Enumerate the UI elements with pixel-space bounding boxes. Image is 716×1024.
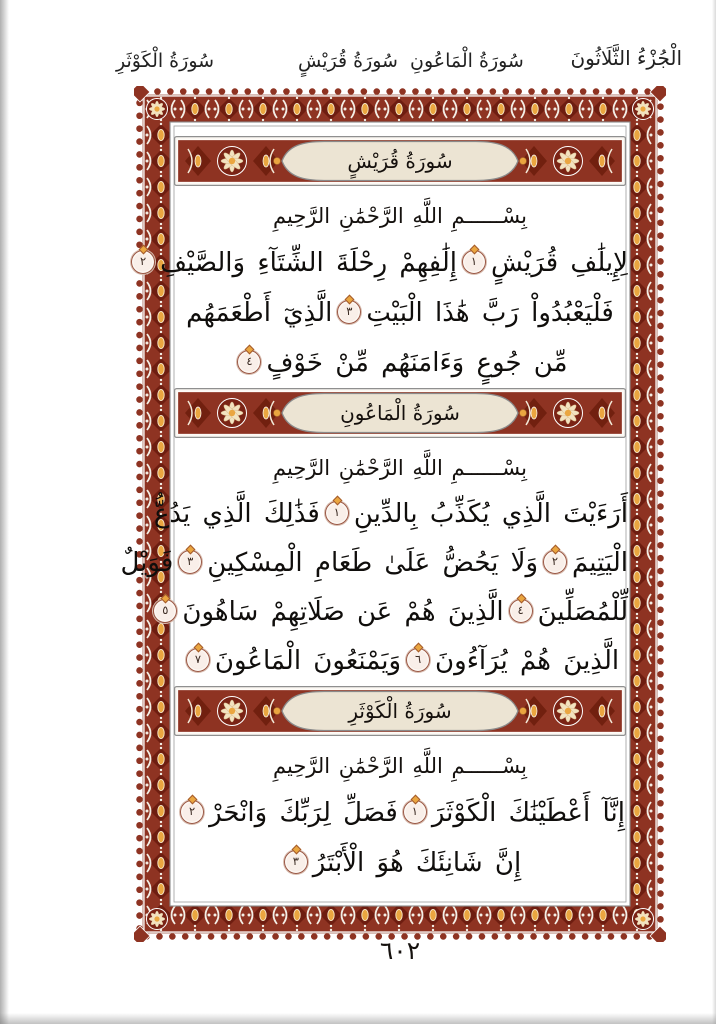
page-edge-shadow-bottom <box>0 1013 716 1024</box>
quran-line <box>162 588 628 637</box>
verse-end-marker: ١ <box>325 501 349 525</box>
bismillah-quraysh: بِسْــــــمِ اللَّهِ الرَّحْمَٰنِ الرَّحِيمِ <box>273 204 527 228</box>
ayah-text: إِلَٰفِهِمْ رِحْلَةَ الشِّتَآءِ وَالصَّيْفِ <box>160 248 457 278</box>
quran-line <box>172 288 628 338</box>
ayah-text: لِإِيلَٰفِ قُرَيْشٍ <box>490 248 628 278</box>
page-number: ٦٠٢ <box>379 936 421 965</box>
verse-end-marker: ٢ <box>543 550 567 574</box>
ayah-text: إِنَّآ أَعْطَيْنَٰكَ الْكَوْثَرَ <box>431 798 625 828</box>
ayah-text: وَلَا يَحُضُّ عَلَىٰ طَعَامِ الْمِسْكِينِ <box>207 548 538 578</box>
surah-banner-maun <box>174 388 626 438</box>
quran-line <box>172 637 628 686</box>
header-juz-label: الْجُزْءُ الثَّلَاثُونَ <box>570 46 682 70</box>
ayah-text: الْيَتِيمَ <box>572 548 628 578</box>
ayah-text: وَيَمْنَعُونَ الْمَاعُونَ <box>214 646 402 676</box>
quran-line <box>153 490 628 539</box>
ayah-text: الَّذِينَ هُمْ عَن صَلَاتِهِمْ سَاهُونَ <box>182 597 504 627</box>
surah-title-maun: سُورَةُ الْمَاعُونِ <box>340 401 460 425</box>
surah-title-kawthar: سُورَةُ الْكَوْثَرِ <box>348 699 452 723</box>
verse-end-marker: ٤ <box>237 350 261 374</box>
verse-end-marker: ٣ <box>337 300 361 324</box>
verse-end-marker: ٧ <box>186 648 210 672</box>
verse-end-marker: ٤ <box>509 599 533 623</box>
verse-end-marker: ٣ <box>178 550 202 574</box>
header-surah-quraysh-label: سُورَةُ قُرَيْشٍ <box>298 50 398 72</box>
mushaf-text-area <box>120 124 628 888</box>
verse-end-marker: ٢ <box>180 800 204 824</box>
verse-end-marker: ٢ <box>131 250 155 274</box>
header-surah-kawthar-label: سُورَةُ الْكَوْثَرِ <box>116 50 215 72</box>
ayah-text: فَلْيَعْبُدُواْ رَبَّ هَٰذَا الْبَيْتِ <box>366 298 614 328</box>
ayah-text: أَرَءَيْتَ الَّذِي يُكَذِّبُ بِالدِّينِ <box>353 499 628 529</box>
ayah-text: الَّذِينَ هُمْ يُرَآءُونَ <box>435 646 620 676</box>
surah-title-quraysh: سُورَةُ قُرَيْشٍ <box>347 149 453 173</box>
ayah-text: فَوَيْلٌ <box>120 548 174 578</box>
quran-line <box>172 838 628 888</box>
page-edge-shadow-right <box>712 0 716 1024</box>
verse-end-marker: ١ <box>462 250 486 274</box>
verse-end-marker: ٦ <box>406 648 430 672</box>
quran-line <box>172 338 628 388</box>
ayah-text: إِنَّ شَانِئَكَ هُوَ الْأَبْتَرُ <box>312 848 522 878</box>
ayah-text: فَذَٰلِكَ الَّذِي يَدُعُّ <box>153 499 320 529</box>
ayah-text: الَّذِيٓ أَطْعَمَهُم <box>186 298 333 328</box>
ayah-text: لِّلْمُصَلِّينَ <box>537 597 628 627</box>
header-surah-maun-label: سُورَةُ الْمَاعُونِ <box>410 50 524 72</box>
verse-end-marker: ١ <box>403 800 427 824</box>
quran-line <box>120 539 628 588</box>
quran-line <box>172 788 628 838</box>
surah-banner-quraysh <box>174 136 626 186</box>
page-edge-shadow-left <box>0 0 9 1024</box>
bismillah-kawthar: بِسْــــــمِ اللَّهِ الرَّحْمَٰنِ الرَّحِيمِ <box>273 754 527 778</box>
verse-end-marker: ٥ <box>153 599 177 623</box>
ayah-text: مِّن جُوعٍ وَءَامَنَهُم مِّنْ خَوْفٍ <box>266 348 568 378</box>
surah-banner-kawthar <box>174 686 626 736</box>
verse-end-marker: ٣ <box>284 850 308 874</box>
bismillah-maun: بِسْــــــمِ اللَّهِ الرَّحْمَٰنِ الرَّحِيمِ <box>273 456 527 480</box>
quran-line <box>139 238 628 288</box>
ayah-text: فَصَلِّ لِرَبِّكَ وَانْحَرْ <box>209 798 398 828</box>
